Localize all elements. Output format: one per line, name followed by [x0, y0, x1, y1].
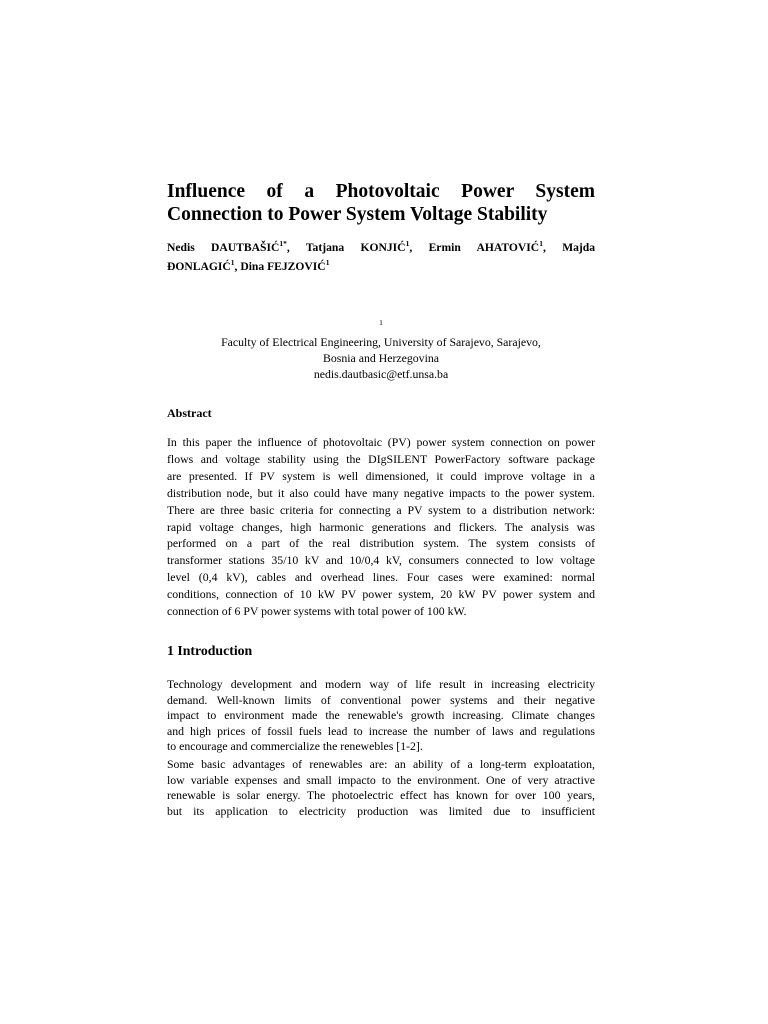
author-separator: ,	[234, 260, 241, 273]
abstract-line: flows and voltage stability using the DIgSILENT PowerFactory software package	[167, 451, 595, 466]
abstract-line: performed on a part of the real distribution system. The system consists of	[167, 536, 595, 551]
intro-line: but its application to electricity production was limited due to insufficient	[167, 803, 595, 818]
title-line-2: Connection to Power System Voltage Stability	[167, 204, 548, 225]
author-separator: ,	[409, 241, 429, 254]
author-name: Dina FEJZOVIĆ	[240, 260, 326, 273]
abstract-line: are presented. If PV system is well dimensioned, it could improve voltage in a	[167, 468, 595, 483]
intro-line: Some basic advantages of renewables are: an ability of a long-term exploatation,	[167, 757, 595, 771]
abstract-line: level (0,4 kV), cables and overhead lines. Four cases were examined: normal	[167, 570, 595, 585]
author-line-1	[167, 238, 595, 257]
author-line-2	[167, 257, 595, 276]
author-affil-mark: 1	[539, 239, 543, 248]
abstract-line: There are three basic criteria for connecting a PV system to a distribution network:	[167, 502, 595, 517]
affiliation-line-1	[167, 318, 595, 350]
affiliation-line-2: Bosnia and Herzegovina	[323, 351, 439, 365]
abstract-line: distribution node, but it also could have many negative impacts to the power system.	[167, 485, 595, 500]
author-affil-mark: 1	[405, 239, 410, 248]
intro-line: Technology development and modern way of life result in increasing electricity	[167, 677, 595, 691]
title-line-1: Influence of a Photovoltaic Power System	[167, 181, 595, 202]
author-name: Tatjana KONJIĆ	[305, 241, 406, 254]
intro-line: demand. Well-known limits of conventional power systems and their negative	[167, 692, 595, 707]
abstract-line: conditions, connection of 10 kW PV power system, 20 kW PV power system and	[167, 587, 595, 602]
intro-paragraph-1	[167, 677, 595, 755]
author-affil-mark: 1	[230, 258, 235, 267]
intro-line: low variable expenses and small impacto to the environment. One of very atractive	[167, 772, 595, 787]
intro-paragraph-2	[167, 757, 595, 819]
affiliation-mark: 1	[379, 318, 383, 327]
abstract-line: connection of 6 PV power systems with total power of 100 kW.	[167, 604, 467, 619]
author-name: Nedis DAUTBAŠIĆ	[167, 241, 280, 254]
author-name: Ermin AHATOVIĆ	[428, 241, 540, 254]
intro-line: to encourage and commercialize the renewebles [1-2].	[167, 739, 423, 754]
author-separator: ,	[542, 241, 563, 254]
affiliation	[167, 318, 595, 382]
author-list	[167, 238, 595, 276]
author-email: nedis.dautbasic@etf.unsa.ba	[313, 367, 449, 381]
paper-title	[167, 180, 595, 226]
author-affil-mark: 1	[325, 258, 330, 267]
abstract-line: transformer stations 35/10 kV and 10/0,4 kV, consumers connected to low voltage	[167, 553, 595, 568]
affiliation-text: Faculty of Electrical Engineering, University of Sarajevo, Sarajevo,	[221, 335, 541, 349]
abstract-line: rapid voltage changes, high harmonic generations and flickers. The analysis was	[167, 519, 595, 534]
author-affil-mark: 1*	[279, 239, 287, 248]
intro-line: impact to environment made the renewable's growth increasing. Climate changes	[167, 708, 595, 723]
author-separator: ,	[286, 241, 306, 254]
author-name: ĐONLAGIĆ	[167, 260, 231, 273]
intro-line: renewable is solar energy. The photoelectric effect has known for over 100 years,	[167, 788, 595, 803]
section-heading-introduction: 1 Introduction	[167, 643, 253, 658]
abstract-heading: Abstract	[167, 406, 212, 420]
author-name: Majda	[562, 241, 596, 254]
abstract-line: In this paper the influence of photovoltaic (PV) power system connection on power	[167, 435, 595, 449]
abstract-body	[167, 434, 595, 620]
intro-line: and high prices of fossil fuels lead to increase the number of laws and regulations	[167, 723, 595, 738]
